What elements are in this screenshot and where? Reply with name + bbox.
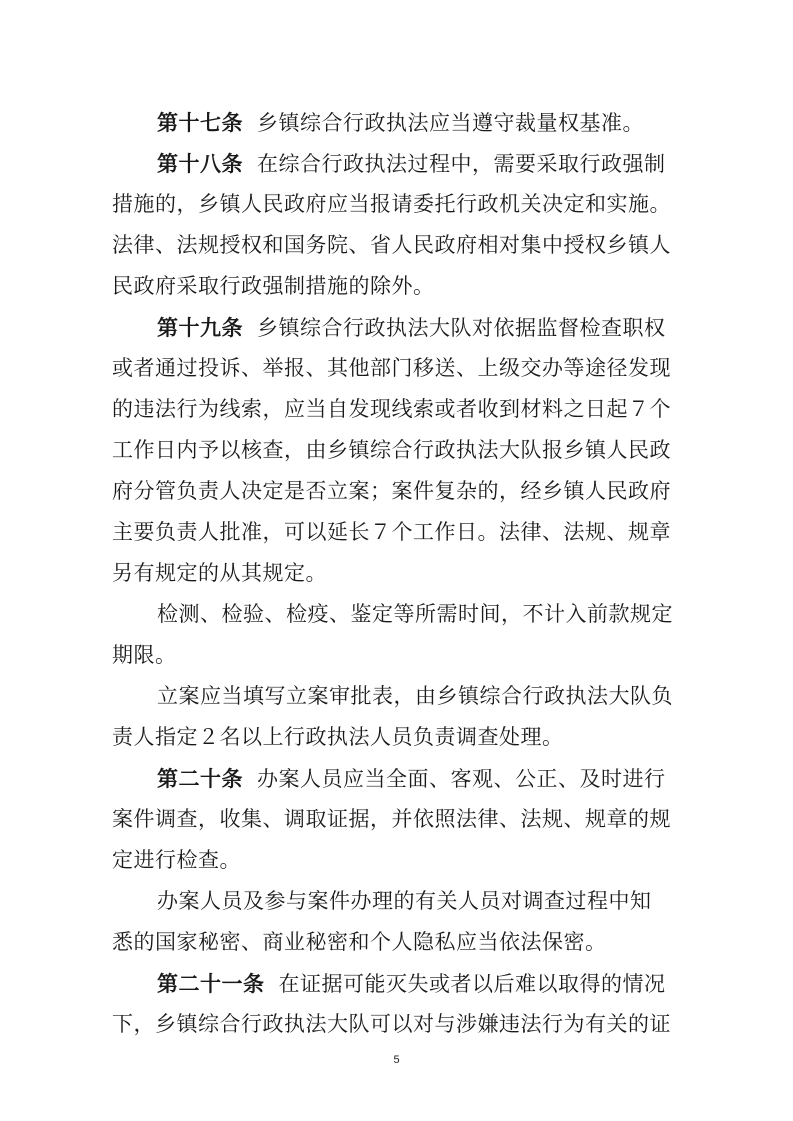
article-heading: 第二十一条 bbox=[157, 971, 265, 996]
page-number: 5 bbox=[393, 1054, 400, 1066]
article-heading: 第十七条 bbox=[157, 110, 243, 135]
text-line bbox=[112, 143, 687, 184]
filing-approval-paragraph bbox=[112, 676, 687, 758]
text-line: 法律、法规授权和国务院、省人民政府相对集中授权乡镇人 bbox=[112, 233, 671, 257]
line-text: 在综合行政执法过程中，需要采取行政强制 bbox=[257, 152, 666, 176]
text-line: 民政府采取行政强制措施的除外。 bbox=[112, 274, 435, 298]
text-line: 的违法行为线索，应当自发现线索或者收到材料之日起７个 bbox=[112, 397, 671, 421]
text-line bbox=[112, 307, 687, 348]
document-body bbox=[112, 102, 687, 1045]
line-text: 在证据可能灭失或者以后难以取得的情况 bbox=[278, 972, 666, 996]
article-heading: 第二十条 bbox=[157, 766, 243, 791]
text-line: 期限。 bbox=[112, 643, 177, 667]
line-text: 办案人员应当全面、客观、公正、及时进行 bbox=[257, 767, 666, 791]
text-line: 定进行检查。 bbox=[112, 848, 241, 872]
text-line: 责人指定２名以上行政执法人员负责调查处理。 bbox=[112, 725, 564, 749]
line-text: 乡镇综合行政执法应当遵守裁量权基准。 bbox=[257, 111, 644, 135]
text-line bbox=[112, 758, 687, 799]
text-line: 悉的国家秘密、商业秘密和个人隐私应当依法保密。 bbox=[112, 930, 607, 954]
line-text: 乡镇综合行政执法大队对依据监督检查职权 bbox=[257, 316, 666, 340]
text-line: 案件调查，收集、调取证据，并依照法律、法规、规章的规 bbox=[112, 807, 671, 831]
text-line: 措施的，乡镇人民政府应当报请委托行政机关决定和实施。 bbox=[112, 192, 671, 216]
text-line bbox=[112, 963, 687, 1004]
inspection-time-paragraph bbox=[112, 594, 687, 676]
article-21-paragraph bbox=[112, 963, 687, 1045]
article-heading: 第十九条 bbox=[157, 315, 243, 340]
text-line: 办案人员及参与案件办理的有关人员对调查过程中知 bbox=[157, 889, 652, 913]
article-19-paragraph bbox=[112, 307, 687, 594]
confidentiality-paragraph bbox=[112, 881, 687, 963]
text-line: 或者通过投诉、举报、其他部门移送、上级交办等途径发现 bbox=[112, 356, 671, 380]
text-line bbox=[112, 102, 687, 143]
text-line: 立案应当填写立案审批表，由乡镇综合行政执法大队负 bbox=[157, 684, 673, 708]
text-line: 工作日内予以核查，由乡镇综合行政执法大队报乡镇人民政 bbox=[112, 438, 671, 462]
text-line: 主要负责人批准，可以延长７个工作日。法律、法规、规章 bbox=[112, 520, 671, 544]
text-line: 下，乡镇综合行政执法大队可以对与涉嫌违法行为有关的证 bbox=[112, 1012, 671, 1036]
text-line: 府分管负责人决定是否立案；案件复杂的，经乡镇人民政府 bbox=[112, 479, 671, 503]
text-line: 检测、检验、检疫、鉴定等所需时间，不计入前款规定 bbox=[157, 602, 673, 626]
article-17-paragraph bbox=[112, 102, 687, 143]
text-line: 另有规定的从其规定。 bbox=[112, 561, 327, 585]
article-heading: 第十八条 bbox=[157, 151, 243, 176]
article-20-paragraph bbox=[112, 758, 687, 881]
article-18-paragraph bbox=[112, 143, 687, 307]
